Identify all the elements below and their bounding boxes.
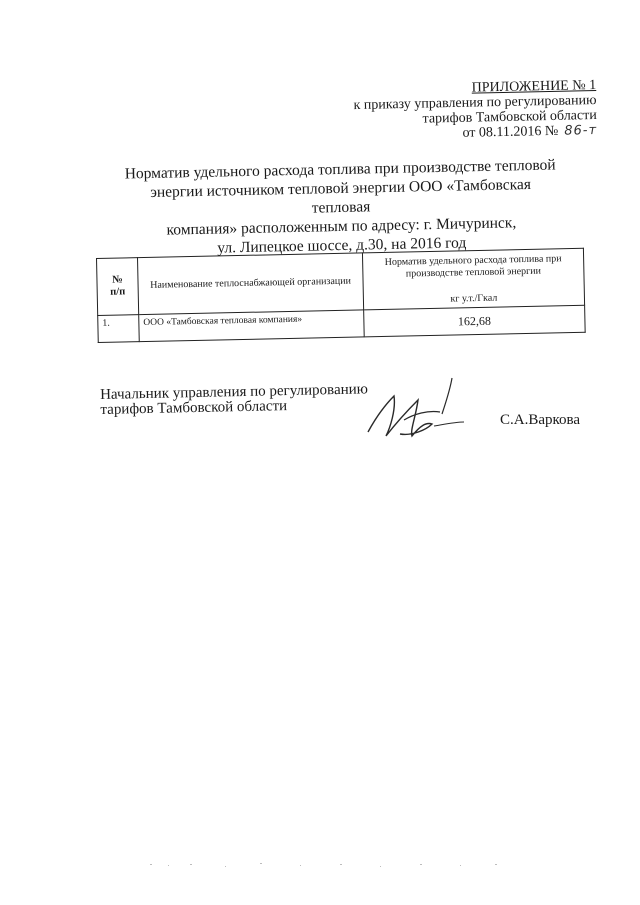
norm-table — [96, 248, 586, 343]
position-line-1: Начальник управления по регулированию — [99, 381, 369, 403]
appendix-header — [353, 78, 597, 143]
appendix-line-1: к приказу управления по регулированию — [353, 92, 597, 114]
heading-line-1: Норматив удельного расхода топлива при производстве тепловой — [124, 156, 556, 183]
appendix-title: ПРИЛОЖЕНИЕ № 1 — [471, 78, 597, 96]
position-line-2: тарифов Тамбовской области — [100, 398, 288, 418]
appendix-line-2: тарифов Тамбовской области — [422, 107, 597, 127]
handwritten-signature-icon — [360, 370, 480, 450]
appendix-date: от 08.11.2016 № — [462, 123, 559, 141]
header-unit: кг у.т./Гкал — [450, 292, 498, 305]
header-norm-text: Норматив удельного расхода топлива при производстве тепловой энергии — [384, 253, 562, 280]
heading-line-2: энергии источником тепловой энергии ООО «Тамбовская тепловая — [150, 176, 532, 217]
heading-line-3: компания» расположенным по адресу: г. Мичуринск, — [166, 214, 517, 239]
table-header-row — [97, 248, 585, 315]
signer-name: С.А.Варкова — [500, 412, 581, 428]
header-norm — [362, 248, 584, 310]
handwritten-order-number: 86-т — [564, 122, 598, 139]
row-org: ООО «Тамбовская тепловая компания» — [139, 310, 365, 342]
document-heading — [120, 155, 562, 259]
scan-noise-icon — [150, 858, 510, 872]
signature-position — [100, 382, 368, 418]
header-num — [97, 258, 139, 316]
header-org: Наименование теплоснабжающей организации — [138, 253, 364, 315]
row-value: 162,68 — [364, 305, 586, 337]
row-num: 1. — [98, 315, 140, 343]
header-num-pp: п/п — [110, 286, 126, 298]
heading-line-4: ул. Липецкое шоссе, д.30, на 2016 год — [217, 234, 467, 257]
header-num-sign: № — [112, 274, 123, 286]
norm-table-wrapper — [96, 248, 586, 343]
